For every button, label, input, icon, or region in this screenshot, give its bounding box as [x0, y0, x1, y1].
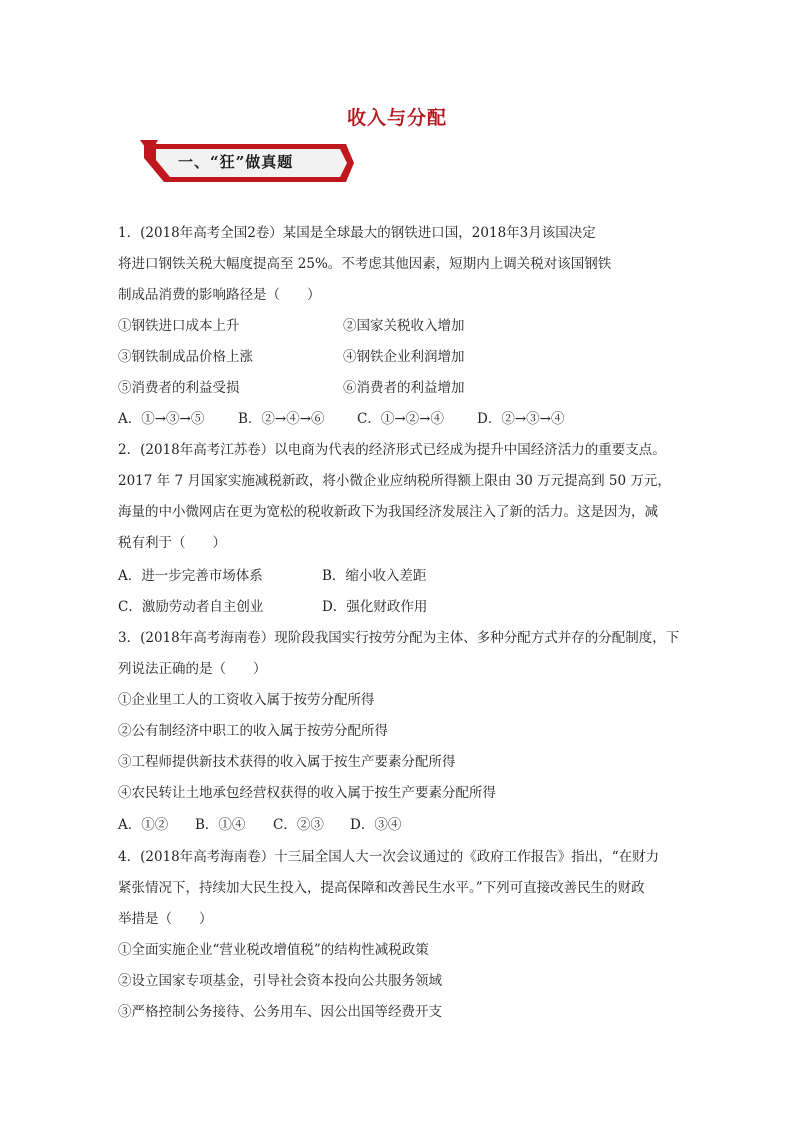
question-1-option-c: C．①→②→④	[357, 411, 444, 427]
question-1-stem-line-3: 制成品消费的影响路径是（ ）	[118, 287, 321, 303]
question-1-item-6: ⑥消费者的利益增加	[343, 380, 465, 396]
question-4-stem-line-3: 举措是（ ）	[118, 911, 213, 927]
question-2-option-b: B．缩小收入差距	[322, 568, 427, 584]
question-4-item-2: ②设立国家专项基金，引导社会资本投向公共服务领域	[118, 973, 442, 989]
question-1-item-2: ②国家关税收入增加	[343, 318, 465, 334]
question-1-option-a: A．①→③→⑤	[118, 411, 205, 427]
page-title: 收入与分配	[346, 107, 447, 129]
question-3-item-2: ②公有制经济中职工的收入属于按劳分配所得	[118, 723, 388, 739]
question-1-item-5: ⑤消费者的利益受损	[118, 380, 240, 396]
question-1-option-d: D．②→③→④	[477, 411, 565, 427]
question-1-item-1: ①钢铁进口成本上升	[118, 318, 240, 334]
question-3-item-4: ④农民转让土地承包经营权获得的收入属于按生产要素分配所得	[118, 785, 496, 801]
question-3-stem-line-2: 列说法正确的是（ ）	[118, 661, 267, 677]
question-2-option-c: C．激励劳动者自主创业	[118, 599, 264, 615]
question-3-option-c: C．②③	[273, 817, 324, 833]
question-3-option-a: A．①②	[118, 817, 169, 833]
question-4-stem-line-2: 紧张情况下，持续加大民生投入，提高保障和改善民生水平。”下列可直接改善民生的财政	[118, 880, 645, 896]
question-1-stem-line-1: 1．(2018年高考全国2卷）某国是全球最大的钢铁进口国，2018年3月该国决定	[118, 225, 596, 241]
question-4-stem-line-1: 4．(2018年高考海南卷）十三届全国人大一次会议通过的《政府工作报告》指出，“在财力	[118, 849, 660, 865]
section-banner	[140, 140, 360, 186]
question-2-stem-line-4: 税有利于（ ）	[118, 535, 226, 551]
question-1-item-3: ③钢铁制成品价格上涨	[118, 349, 253, 365]
question-2-stem-line-3: 海量的中小微网店在更为宽松的税收新政下为我国经济发展注入了新的活力。这是因为，减	[118, 504, 658, 520]
question-1-option-b: B．②→④→⑥	[238, 411, 325, 427]
question-2-stem-line-1: 2．(2018年高考江苏卷）以电商为代表的经济形式已经成为提升中国经济活力的重要支点。	[118, 442, 666, 458]
question-2-stem-line-2: 2017 年 7 月国家实施减税新政，将小微企业应纳税所得额上限由 30 万元提高到 50 万元，	[118, 473, 671, 489]
question-3-option-b: B．①④	[195, 817, 246, 833]
question-3-option-d: D．③④	[350, 817, 402, 833]
question-2-option-d: D．强化财政作用	[322, 599, 428, 615]
section-label: 一、“狂”做真题	[178, 153, 294, 171]
question-3-stem-line-1: 3．(2018年高考海南卷）现阶段我国实行按劳分配为主体、多种分配方式并存的分配制度，下	[118, 630, 680, 646]
question-4-item-3: ③严格控制公务接待、公务用车、因公出国等经费开支	[118, 1004, 442, 1020]
question-3-item-1: ①企业里工人的工资收入属于按劳分配所得	[118, 692, 375, 708]
question-4-item-1: ①全面实施企业“营业税改增值税”的结构性减税政策	[118, 942, 429, 958]
question-1-item-4: ④钢铁企业利润增加	[343, 349, 465, 365]
question-3-item-3: ③工程师提供新技术获得的收入属于按生产要素分配所得	[118, 754, 456, 770]
question-2-option-a: A．进一步完善市场体系	[118, 568, 263, 584]
question-1-stem-line-2: 将进口钢铁关税大幅度提高至 25%。不考虑其他因素，短期内上调关税对该国钢铁	[118, 256, 612, 272]
